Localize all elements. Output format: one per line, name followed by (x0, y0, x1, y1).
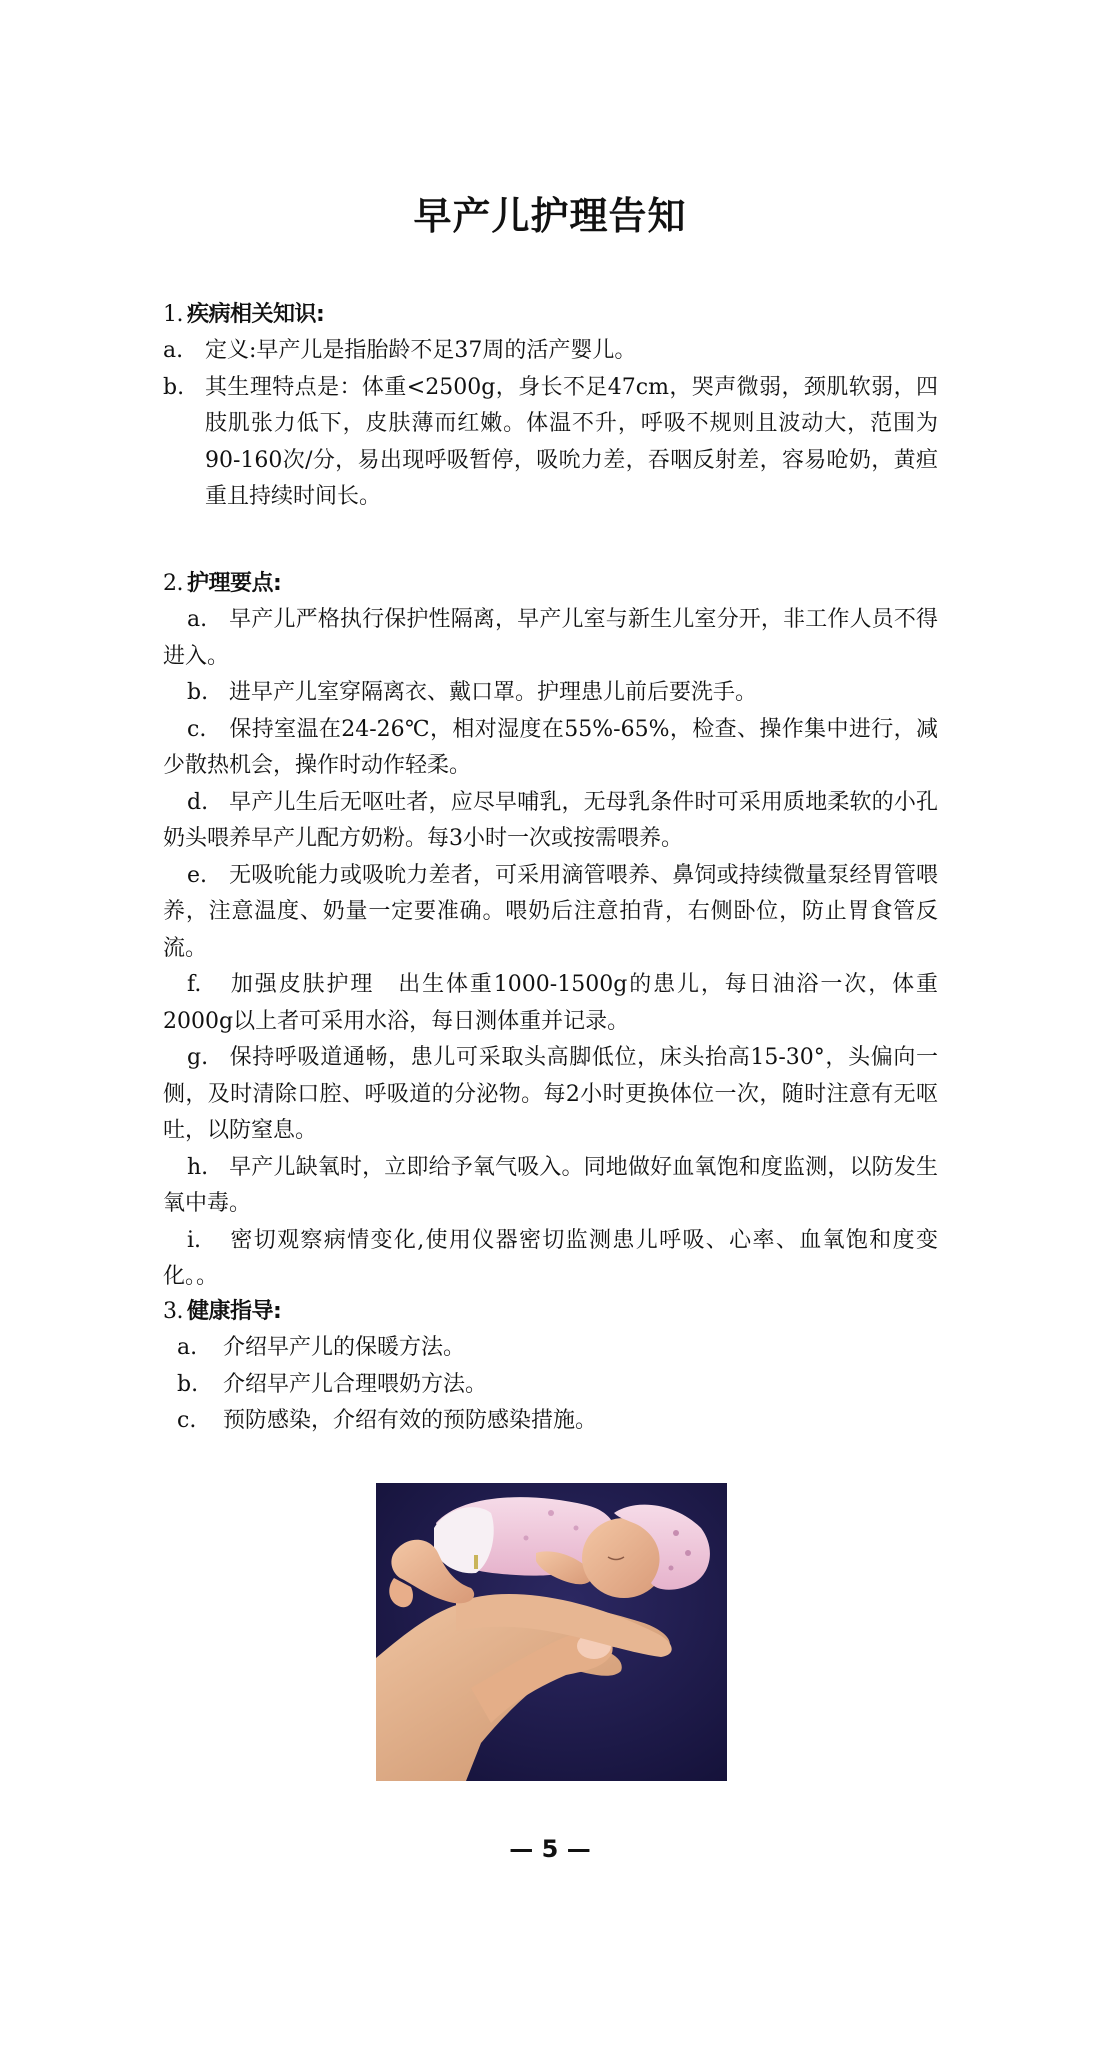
list-item (163, 1330, 938, 1367)
item-text: 定义:早产儿是指胎龄不足37周的活产婴儿。 (205, 338, 637, 363)
section-title: 疾病相关知识: (187, 302, 325, 327)
item-marker: g. (187, 1045, 209, 1070)
item-marker: i. (187, 1227, 202, 1253)
list-item (163, 858, 938, 968)
item-marker: f. (187, 972, 202, 997)
item-text: 早产儿生后无呕吐者，应尽早哺乳，无母乳条件时可采用质地柔软的小孔奶头喂养早产儿配方奶粉。每3小时一次或按需喂养。 (163, 789, 938, 851)
list-item (163, 675, 938, 712)
item-text: 保持室温在24-26℃，相对湿度在55%-65%，检查、操作集中进行，减少散热机会，操作时动作轻柔。 (163, 716, 938, 778)
item-marker: c. (177, 1408, 197, 1433)
item-text: 早产儿严格执行保护性隔离，早产儿室与新生儿室分开，非工作人员不得进入。 (163, 607, 938, 669)
item-marker: d. (187, 789, 209, 815)
item-text: 加强皮肤护理 出生体重1000-1500g的患儿，每日油浴一次，体重2000g以上者可采用水浴，每日测体重并记录。 (163, 972, 938, 1034)
section-heading (163, 566, 938, 602)
list-item (163, 1367, 938, 1404)
item-text: 介绍早产儿的保暖方法。 (223, 1335, 466, 1360)
section-number: 1. (163, 302, 183, 327)
section-number: 2. (163, 571, 183, 596)
item-marker: b. (187, 680, 209, 705)
item-text: 保持呼吸道通畅，患儿可采取头高脚低位，床头抬高15-30°，头偏向一侧，及时清除口腔、呼吸道的分泌物。每2小时更换体位一次，随时注意有无呕吐，以防窒息。 (163, 1045, 938, 1143)
baby-on-hand-illustration (376, 1483, 727, 1781)
premature-baby-photo (376, 1483, 727, 1781)
list-item (163, 712, 938, 785)
item-marker: b. (163, 374, 185, 400)
section-nursing-points (163, 566, 938, 1296)
item-marker: a. (177, 1335, 198, 1360)
section-heading (163, 297, 938, 333)
list-item (163, 785, 938, 858)
list-item (163, 1223, 938, 1296)
item-text: 早产儿缺氧时，立即给予氧气吸入。同地做好血氧饱和度监测，以防发生氧中毒。 (163, 1154, 938, 1216)
section-number: 3. (163, 1299, 183, 1324)
section-title: 健康指导: (187, 1299, 282, 1324)
list-item (163, 1040, 938, 1150)
section-disease-knowledge (163, 297, 938, 516)
item-text: 进早产儿室穿隔离衣、戴口罩。护理患儿前后要洗手。 (229, 680, 758, 705)
item-marker: a. (187, 607, 208, 632)
item-text: 无吸吮能力或吸吮力差者，可采用滴管喂养、鼻饲或持续微量泵经胃管喂养，注意温度、奶量一定要准确。喂奶后注意拍背，右侧卧位，防止胃食管反流。 (163, 862, 938, 961)
list-item (163, 333, 938, 370)
list-item (163, 1403, 938, 1440)
item-text: 预防感染，介绍有效的预防感染措施。 (223, 1408, 598, 1433)
item-marker: e. (187, 862, 208, 888)
section-heading (163, 1294, 938, 1330)
item-marker: c. (187, 716, 207, 742)
section-health-guidance (163, 1294, 938, 1440)
item-marker: b. (177, 1371, 199, 1397)
item-text: 介绍早产儿合理喂奶方法。 (223, 1371, 488, 1397)
list-item (163, 1150, 938, 1223)
item-marker: h. (187, 1154, 209, 1180)
list-item (163, 602, 938, 675)
item-text: 密切观察病情变化,使用仪器密切监测患儿呼吸、心率、血氧饱和度变化。。 (163, 1227, 938, 1289)
item-marker: a. (163, 338, 184, 363)
item-text: 其生理特点是：体重<2500g，身长不足47cm，哭声微弱，颈肌软弱，四肢肌张力低下，皮肤薄而红嫩。体温不升，呼吸不规则且波动大，范围为90-160次/分，易出现呼吸暂停，吸吮力差，吞咽反射差，容易呛奶，黄疸重且持续时间长。 (205, 374, 938, 509)
page-number: — 5 — (509, 1835, 591, 1863)
list-item (163, 967, 938, 1040)
list-item (163, 370, 938, 516)
page-title: 早产儿护理告知 (413, 194, 687, 238)
section-title: 护理要点: (187, 571, 282, 596)
